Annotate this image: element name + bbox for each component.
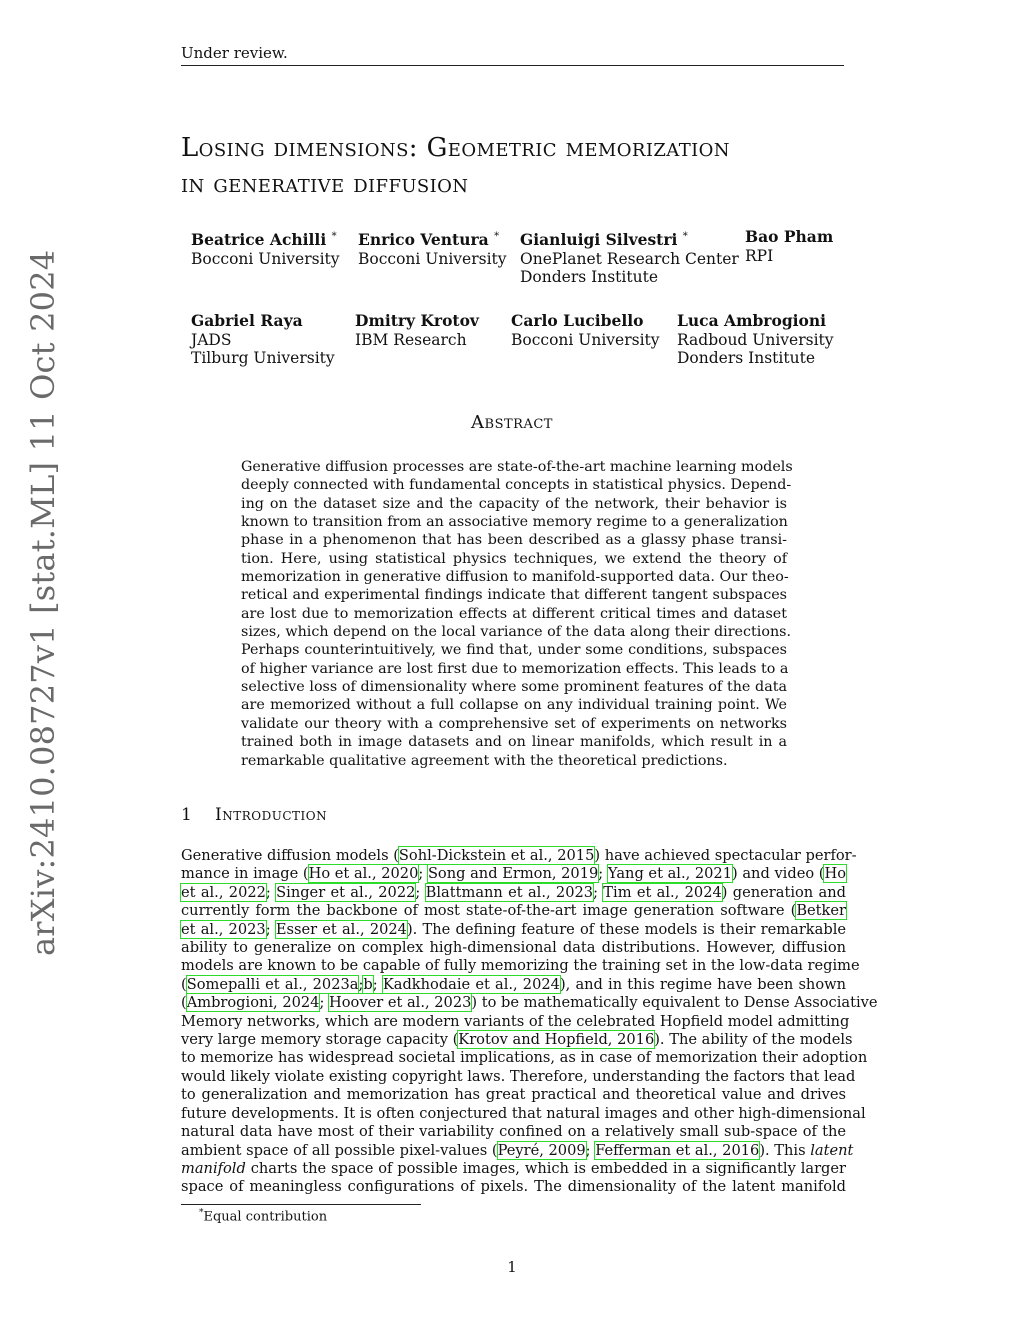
- title-line-2: in generative diffusion: [181, 169, 469, 199]
- author-affiliation: Radboud University: [677, 330, 834, 349]
- header-rule: [181, 65, 844, 66]
- citation-link[interactable]: Esser et al., 2024: [275, 920, 407, 938]
- abstract-line: Perhaps counterintuitively, we find that, under some conditions, subspaces: [241, 642, 787, 659]
- footnote-rule: [181, 1204, 421, 1205]
- author-affiliation: Donders Institute: [677, 349, 815, 367]
- author-affiliation: IBM Research: [355, 330, 467, 349]
- running-header: Under review.: [181, 44, 288, 62]
- citation-link[interactable]: b: [363, 975, 373, 993]
- abstract-line: Generative diffusion processes are state-of-the-art machine learning models: [241, 459, 793, 475]
- body-line: future developments. It is often conjectured that natural images and other high-dimensional: [181, 1104, 866, 1122]
- body-line: (Ambrogioni, 2024; Hoover et al., 2023) to be mathematically equivalent to Dense Associative: [181, 994, 878, 1012]
- author-block: [511, 312, 660, 349]
- citation-link[interactable]: Kadkhodaie et al., 2024: [382, 975, 560, 993]
- body-line: space of meaningless configurations of pixels. The dimensionality of the latent manifold: [181, 1178, 846, 1196]
- citation-link[interactable]: Ho et al., 2020: [308, 865, 419, 883]
- page-number: 1: [507, 1258, 517, 1276]
- title-line-1: Losing dimensions: Geometric memorization: [181, 133, 730, 163]
- section-number: 1: [181, 805, 193, 825]
- body-line: et al., 2023; Esser et al., 2024). The defining feature of these models is their remarkable: [181, 920, 847, 938]
- author-name: Luca Ambrogioni: [677, 311, 827, 330]
- body-line: very large memory storage capacity (Krotov and Hopfield, 2016). The ability of the models: [181, 1031, 853, 1049]
- author-block: [520, 228, 739, 287]
- abstract-line: ing on the dataset size and the capacity of the network, their behavior is: [241, 495, 787, 512]
- abstract-line: memorization in generative diffusion to manifold-supported data. Our theo-: [241, 569, 789, 586]
- citation-link[interactable]: Singer et al., 2022: [276, 883, 416, 901]
- abstract-line: of higher variance are lost first due to memorization effects. This leads to a: [241, 660, 789, 677]
- citation-link[interactable]: Somepalli et al., 2023a: [186, 975, 359, 993]
- abstract-line: phase in a phenomenon that has been described as a glassy phase transi-: [241, 532, 787, 549]
- citation-link[interactable]: Peyré, 2009: [497, 1141, 586, 1159]
- author-affiliation: RPI: [745, 246, 774, 265]
- abstract-line: deeply connected with fundamental concepts in statistical physics. Depend-: [241, 477, 792, 494]
- citation-link[interactable]: Blattmann et al., 2023: [425, 883, 594, 901]
- abstract-line: trained both in image datasets and on linear manifolds, which result in a: [241, 734, 787, 751]
- citation-link[interactable]: Tim et al., 2024: [603, 883, 722, 901]
- abstract-line: validate our theory with a comprehensive set of experiments on networks: [241, 715, 787, 732]
- body-line: to generalization and memorization has great practical and theoretical value and drives: [181, 1086, 846, 1104]
- abstract-line: are memorized without a full collapse on any individual training point. We: [241, 697, 787, 714]
- author-block: [745, 228, 833, 265]
- abstract-heading: Abstract: [471, 412, 553, 433]
- abstract-body: [241, 458, 793, 770]
- body-line: ability to generalize on complex high-dimensional data distributions. However, diffusion: [181, 939, 846, 957]
- citation-link[interactable]: et al., 2022: [181, 883, 266, 901]
- citation-link[interactable]: Betker: [796, 902, 846, 920]
- footnote: *Equal contribution: [199, 1208, 328, 1225]
- author-affiliation: JADS: [191, 330, 232, 349]
- author-block: [358, 228, 507, 268]
- citation-link[interactable]: Hoover et al., 2023: [329, 994, 472, 1012]
- author-affiliation: Donders Institute: [520, 268, 658, 287]
- author-affiliation: Bocconi University: [358, 249, 507, 268]
- abstract-line: tion. Here, using statistical physics techniques, we extend the theory of: [241, 550, 787, 567]
- abstract-line: known to transition from an associative memory regime to a generalization: [241, 514, 788, 531]
- body-line: manifold charts the space of possible images, which is embedded in a significantly larger: [181, 1159, 846, 1177]
- author-name: Gianluigi Silvestri *: [520, 230, 688, 250]
- body-line: models are known to be capable of fully memorizing the training set in the low-data regime: [181, 957, 860, 975]
- abstract-line: retical and experimental findings indicate that different tangent subspaces: [241, 587, 787, 604]
- citation-link[interactable]: Song and Ermon, 2019: [427, 865, 599, 883]
- citation-link[interactable]: Sohl-Dickstein et al., 2015: [398, 847, 595, 864]
- author-affiliation: Tilburg University: [191, 349, 335, 367]
- body-line: would likely violate existing copyright laws. Therefore, understanding the factors that lead: [181, 1067, 856, 1085]
- body-line: mance in image (Ho et al., 2020; Song and Ermon, 2019; Yang et al., 2021) and video (Ho: [181, 865, 846, 883]
- author-block: [191, 312, 335, 368]
- body-line: et al., 2022; Singer et al., 2022; Blattmann et al., 2023; Tim et al., 2024) generation and: [181, 883, 846, 901]
- arxiv-identifier-stamp: arXiv:2410.08727v1 [stat.ML] 11 Oct 2024: [24, 249, 62, 956]
- citation-link[interactable]: Fefferman et al., 2016: [595, 1141, 760, 1159]
- author-name: Dmitry Krotov: [355, 311, 479, 330]
- citation-link[interactable]: Ambrogioni, 2024: [186, 994, 320, 1012]
- body-line: ambient space of all possible pixel-values (Peyré, 2009; Fefferman et al., 2016). This latent: [181, 1141, 854, 1159]
- author-name: Beatrice Achilli *: [191, 230, 337, 250]
- paper-title: [181, 130, 861, 202]
- abstract-line: are lost due to memorization effects at different critical times and dataset: [241, 605, 787, 622]
- author-affiliation: Bocconi University: [511, 330, 660, 349]
- abstract-line: selective loss of dimensionality where some prominent features of the data: [241, 679, 787, 696]
- author-name: Gabriel Raya: [191, 311, 303, 330]
- body-line: natural data have most of their variability confined on a relatively small sub-space of the: [181, 1123, 846, 1141]
- introduction-body: [181, 847, 878, 1197]
- section-heading-introduction: [181, 805, 327, 825]
- author-block: [355, 312, 479, 349]
- body-line: (Somepalli et al., 2023a;b; Kadkhodaie et al., 2024), and in this regime have been shown: [181, 975, 847, 993]
- author-name: Bao Pham: [745, 227, 834, 246]
- author-name: Enrico Ventura *: [358, 230, 500, 250]
- author-block: [191, 228, 340, 268]
- author-affiliation: OnePlanet Research Center: [520, 249, 739, 268]
- author-affiliation: Bocconi University: [191, 249, 340, 268]
- citation-link[interactable]: Ho: [824, 865, 846, 883]
- citation-link[interactable]: Krotov and Hopfield, 2016: [458, 1031, 655, 1049]
- body-line: to memorize has widespread societal implications, as in case of memorization their adoption: [181, 1049, 868, 1067]
- author-name: Carlo Lucibello: [511, 311, 644, 330]
- author-block: [677, 312, 834, 368]
- section-title: Introduction: [215, 805, 328, 825]
- citation-link[interactable]: et al., 2023: [181, 920, 266, 938]
- abstract-line: sizes, which depend on the local variance of the data along their directions.: [241, 624, 792, 641]
- body-line: Generative diffusion models (Sohl-Dickstein et al., 2015) have achieved spectacular perfor-: [181, 847, 857, 864]
- abstract-line: remarkable qualitative agreement with the theoretical predictions.: [241, 752, 728, 769]
- body-line: Memory networks, which are modern variants of the celebrated Hopfield model admitting: [181, 1012, 850, 1030]
- body-line: currently form the backbone of most state-of-the-art image generation software (Betker: [181, 902, 846, 920]
- citation-link[interactable]: Yang et al., 2021: [607, 865, 733, 883]
